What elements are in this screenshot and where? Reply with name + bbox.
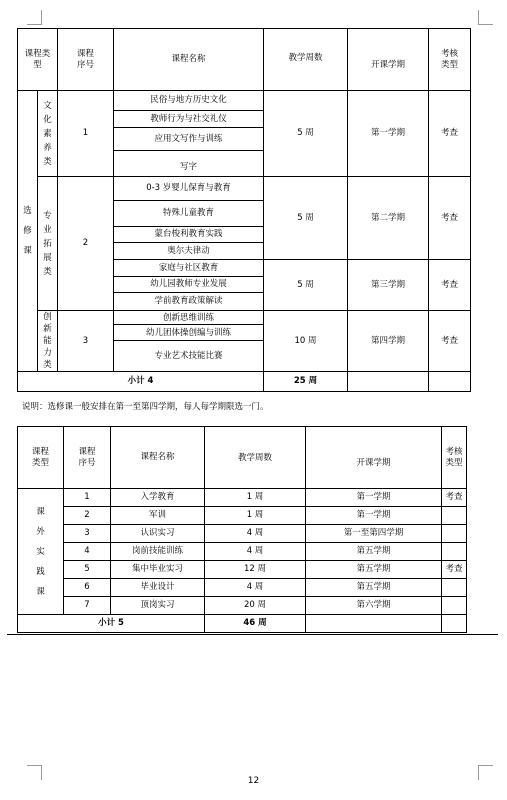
empty-cell xyxy=(429,372,471,392)
table-row xyxy=(18,177,471,201)
seq-cell: 2 xyxy=(58,177,114,311)
crop-mark-top-left xyxy=(27,10,42,25)
course-name-cell: 顶岗实习 xyxy=(111,597,205,615)
table-row xyxy=(18,507,467,525)
course-name-cell: 幼儿园教师专业发展 xyxy=(114,277,264,293)
term-cell: 第三学期 xyxy=(348,260,429,311)
course-name-cell: 蒙台梭利教育实践 xyxy=(114,227,264,243)
course-name-cell: 认识实习 xyxy=(111,525,205,543)
table-row xyxy=(18,91,471,111)
assessment-cell: 考查 xyxy=(442,489,467,507)
table-row xyxy=(18,525,467,543)
course-name-cell: 集中毕业实习 xyxy=(111,561,205,579)
category-cell: 选修课 xyxy=(18,91,38,372)
course-name-cell: 学前教育政策解读 xyxy=(114,293,264,311)
term-cell: 第一学期 xyxy=(306,489,442,507)
crop-mark-top-right xyxy=(478,10,493,25)
course-name-cell: 写字 xyxy=(114,151,264,177)
course-name-cell: 幼儿团体操创编与训练 xyxy=(114,325,264,341)
assessment-cell xyxy=(442,597,467,615)
term-cell: 第一至第四学期 xyxy=(306,525,442,543)
course-name-cell: 0-3 岁婴儿保育与教育 xyxy=(114,177,264,201)
table-header-row xyxy=(18,29,471,91)
weeks-cell: 4 周 xyxy=(205,543,306,561)
course-name-cell: 创新思维训练 xyxy=(114,311,264,325)
header-course-name: 课程名称 xyxy=(114,29,264,91)
subtotal-row xyxy=(18,372,471,392)
course-name-cell: 特殊儿童教育 xyxy=(114,201,264,227)
term-cell: 第二学期 xyxy=(348,177,429,260)
empty-cell xyxy=(442,615,467,633)
header-assessment: 考核类型 xyxy=(442,427,467,489)
weeks-cell: 4 周 xyxy=(205,525,306,543)
category-cell: 课外实践课 xyxy=(18,489,64,615)
header-teaching-weeks: 教学周数 xyxy=(264,29,348,91)
assessment-cell: 考查 xyxy=(429,311,471,372)
table-row xyxy=(18,489,467,507)
seq-cell: 6 xyxy=(64,579,111,597)
header-course-seq: 课程序号 xyxy=(64,427,111,489)
table-row xyxy=(18,597,467,615)
assessment-cell xyxy=(442,579,467,597)
seq-cell: 4 xyxy=(64,543,111,561)
header-course-name: 课程名称 xyxy=(111,427,205,489)
table-row xyxy=(18,311,471,325)
course-name-cell: 教师行为与社交礼仪 xyxy=(114,111,264,128)
subtotal-row xyxy=(18,615,467,633)
course-name-cell: 家庭与社区教育 xyxy=(114,260,264,277)
term-cell: 第五学期 xyxy=(306,561,442,579)
term-cell: 第一学期 xyxy=(306,507,442,525)
table-row xyxy=(18,543,467,561)
term-cell: 第四学期 xyxy=(348,311,429,372)
header-course-type: 课程类型 xyxy=(18,427,64,489)
seq-cell: 1 xyxy=(58,91,114,177)
subtotal-weeks: 46 周 xyxy=(205,615,306,633)
seq-cell: 5 xyxy=(64,561,111,579)
seq-cell: 1 xyxy=(64,489,111,507)
course-name-cell: 毕业设计 xyxy=(111,579,205,597)
seq-cell: 7 xyxy=(64,597,111,615)
course-name-cell: 应用文写作与训练 xyxy=(114,128,264,151)
subtotal-weeks: 25 周 xyxy=(264,372,348,392)
empty-cell xyxy=(306,615,442,633)
weeks-cell: 5 周 xyxy=(264,91,348,177)
assessment-cell xyxy=(442,543,467,561)
seq-cell: 3 xyxy=(64,525,111,543)
assessment-cell xyxy=(442,525,467,543)
empty-cell xyxy=(348,372,429,392)
subcategory-cell: 专业拓展类 xyxy=(38,177,58,311)
table-row xyxy=(18,561,467,579)
term-cell: 第六学期 xyxy=(306,597,442,615)
subtotal-label: 小计 5 xyxy=(18,615,205,633)
elective-note: 说明：选修课一般安排在第一至第四学期，每人每学期限选一门。 xyxy=(22,402,269,412)
weeks-cell: 12 周 xyxy=(205,561,306,579)
course-name-cell: 专业艺术技能比赛 xyxy=(114,341,264,372)
weeks-cell: 1 周 xyxy=(205,507,306,525)
subcategory-cell: 文化素养类 xyxy=(38,91,58,177)
weeks-cell: 5 周 xyxy=(264,177,348,260)
course-name-cell: 入学教育 xyxy=(111,489,205,507)
header-course-seq: 课程序号 xyxy=(58,29,114,91)
course-name-cell: 民俗与地方历史文化 xyxy=(114,91,264,111)
assessment-cell: 考查 xyxy=(442,561,467,579)
weeks-cell: 5 周 xyxy=(264,260,348,311)
course-name-cell: 军训 xyxy=(111,507,205,525)
weeks-cell: 20 周 xyxy=(205,597,306,615)
course-name-cell: 奥尔夫律动 xyxy=(114,243,264,260)
assessment-cell: 考查 xyxy=(429,260,471,311)
weeks-cell: 1 周 xyxy=(205,489,306,507)
table-bottom-rule xyxy=(7,634,498,635)
header-term: 开课学期 xyxy=(348,29,429,91)
table-header-row xyxy=(18,427,467,489)
term-cell: 第五学期 xyxy=(306,579,442,597)
page-number: 12 xyxy=(247,776,260,786)
header-term: 开课学期 xyxy=(306,427,442,489)
header-course-type: 课程类型 xyxy=(18,29,58,91)
term-cell: 第五学期 xyxy=(306,543,442,561)
practice-course-table xyxy=(17,426,467,633)
seq-cell: 2 xyxy=(64,507,111,525)
header-assessment: 考核类型 xyxy=(429,29,471,91)
table-row xyxy=(18,579,467,597)
course-name-cell: 岗前技能训练 xyxy=(111,543,205,561)
assessment-cell: 考查 xyxy=(429,177,471,260)
weeks-cell: 4 周 xyxy=(205,579,306,597)
assessment-cell xyxy=(442,507,467,525)
seq-cell: 3 xyxy=(58,311,114,372)
assessment-cell: 考查 xyxy=(429,91,471,177)
weeks-cell: 10 周 xyxy=(264,311,348,372)
elective-course-table xyxy=(17,28,471,392)
header-teaching-weeks: 教学周数 xyxy=(205,427,306,489)
term-cell: 第一学期 xyxy=(348,91,429,177)
subtotal-label: 小计 4 xyxy=(18,372,264,392)
subcategory-cell: 创新能力类 xyxy=(38,311,58,372)
